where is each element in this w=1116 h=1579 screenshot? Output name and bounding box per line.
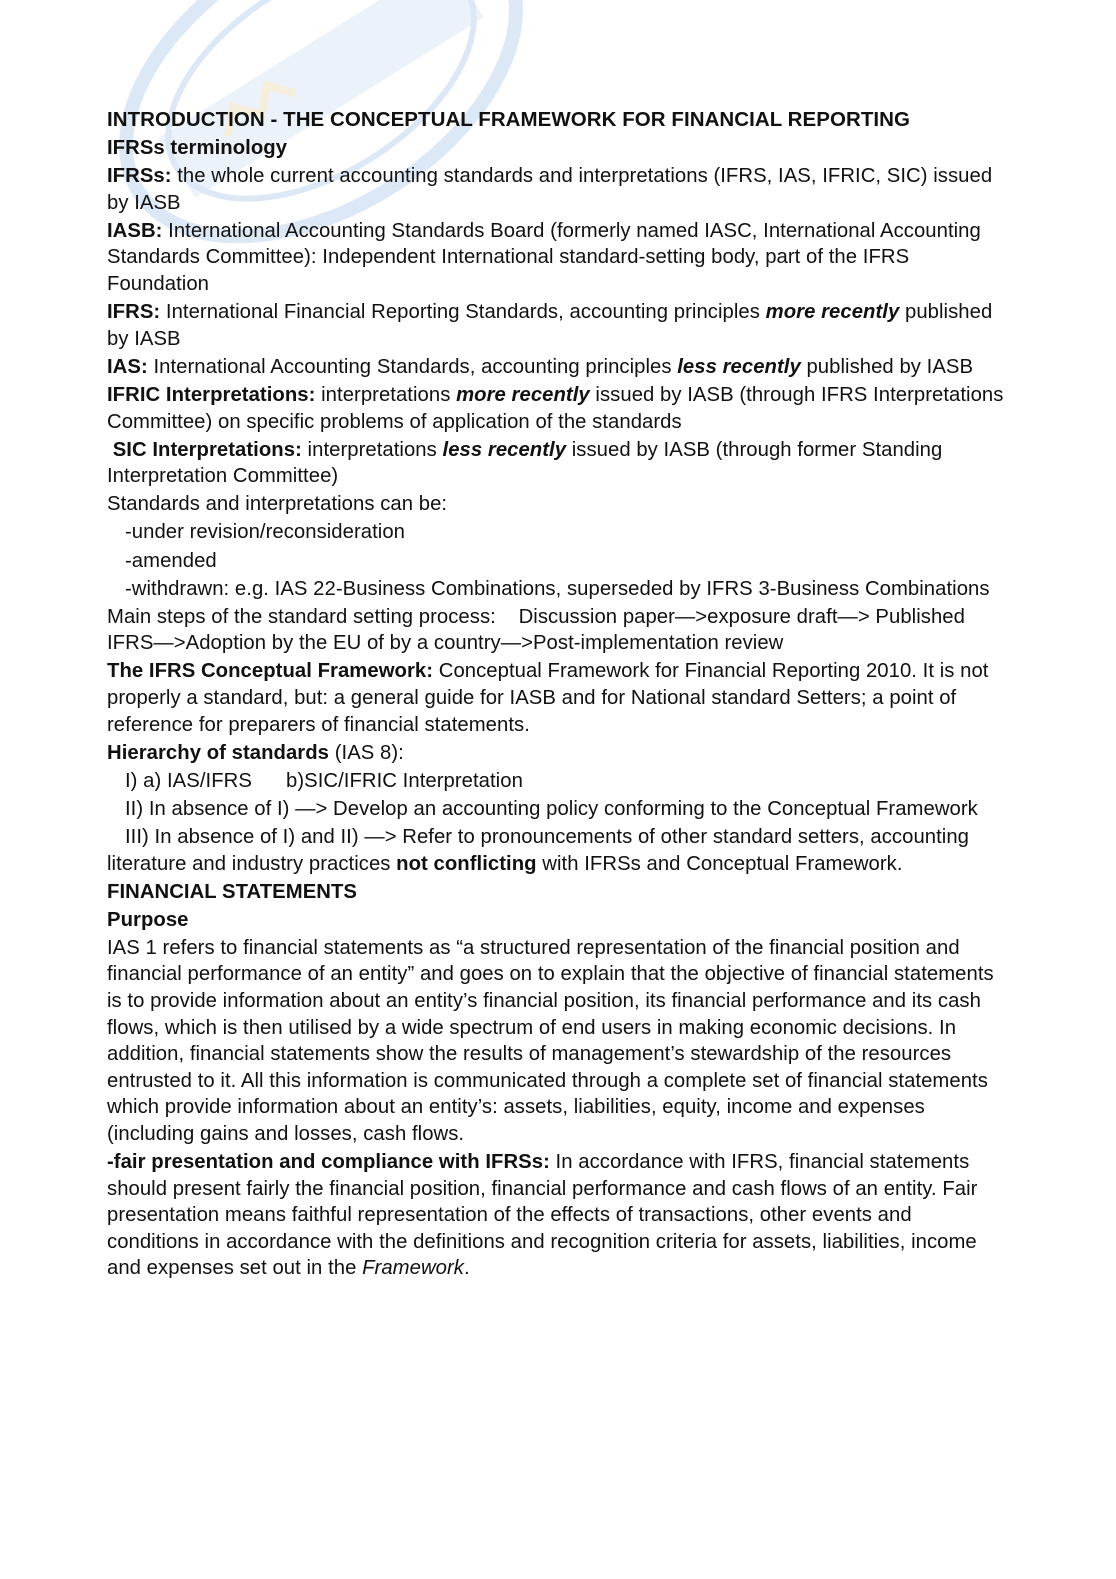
standards-status-item [107, 576, 1007, 603]
subsection-heading-purpose: Purpose [107, 908, 189, 931]
term-ias [107, 354, 1007, 381]
term-label: IAS: [107, 355, 148, 378]
term-definition: interpretations [315, 383, 457, 406]
hierarchy-level-text: with IFRSs and Conceptual Framework. [536, 852, 903, 875]
hierarchy-level-text: III) In absence of I) and II) —> Refer to pronouncements of other standard setters, accounting literature and industry practices [107, 825, 970, 875]
document-page [107, 107, 1007, 1284]
term-definition: the whole current accounting standards and interpretations (IFRS, IAS, IFRIC, SIC) issued by IASB [107, 165, 993, 214]
term-label: IFRS: [107, 301, 161, 324]
framework-emphasis: Framework [362, 1257, 464, 1280]
section-heading-financial-statements: FINANCIAL STATEMENTS [107, 880, 357, 903]
term-definition: International Accounting Standards, accounting principles [147, 355, 678, 378]
term-definition: issued by IASB (through former Standing Interpretation Committee) [107, 438, 943, 488]
term-ifric [107, 382, 1007, 435]
conceptual-framework-paragraph [107, 658, 1007, 738]
term-ifrs [107, 299, 1007, 352]
standards-withdrawn-text: -withdrawn: e.g. IAS 22-Business Combinations, superseded by IFRS 3-Business Combinations [125, 577, 990, 600]
hierarchy-level: I) a) IAS/IFRS b)SIC/IFRIC Interpretation [125, 769, 523, 792]
term-emphasis: more recently [456, 383, 590, 406]
term-label: -fair presentation and compliance with IFRSs: [107, 1151, 550, 1174]
term-definition: International Financial Reporting Standards, accounting principles [160, 301, 766, 324]
term-emphasis: less recently [442, 438, 567, 461]
hierarchy-level [107, 824, 1007, 877]
term-label: Hierarchy of standards [107, 741, 330, 764]
hierarchy-level [107, 796, 1007, 823]
hierarchy-heading [107, 740, 1007, 767]
term-definition: Conceptual Framework for Financial Reporting 2010. It is not properly a standard, but: a general guide for IASB and for National standard Setters; a point of reference for preparers of financial statements. [107, 660, 989, 736]
hierarchy-emphasis: not conflicting [396, 852, 537, 875]
standards-intro: Standards and interpretations can be: [107, 493, 448, 516]
hierarchy-suffix: (IAS 8): [329, 741, 404, 764]
section-heading-terminology: IFRSs terminology [107, 137, 288, 160]
standards-status-item: -amended [125, 549, 217, 572]
term-definition: published by IASB [107, 301, 993, 350]
term-iasb [107, 218, 1007, 298]
term-label: IFRSs: [107, 165, 172, 188]
term-label: SIC Interpretations: [112, 438, 302, 461]
term-emphasis: less recently [677, 355, 801, 378]
term-definition: In accordance with IFRS, financial statements should present fairly the financial position, financial performance and cash flows of an entity. Fair presentation means faithful representation of the effects of transactions, other events and conditions in accordance with the definitions and recognition criteria for assets, liabilities, income and expenses set out in the [107, 1151, 978, 1280]
term-label: IASB: [107, 219, 163, 242]
purpose-paragraph: IAS 1 refers to financial statements as “a structured representation of the financial position and financial performance of an entity” and goes on to explain that the objective of financial statements is to provide information about an entity’s financial position, its financial performance and its cash flows, which is then utilised by a wide spectrum of end users in making economic decisions. In addition, financial statements show the results of management’s stewardship of the resources entrusted to it. All this information is communicated through a complete set of financial statements which provide information about an entity’s: assets, liabilities, equity, income and expenses (including gains and losses, cash flows. [107, 936, 994, 1145]
term-ifrss [107, 163, 1007, 216]
term-emphasis: more recently [765, 301, 900, 324]
term-label: IFRIC Interpretations: [107, 383, 316, 406]
term-sic [107, 437, 1007, 490]
term-definition: interpretations [301, 438, 443, 461]
standard-setting-steps: Main steps of the standard setting process: Discussion paper—>exposure draft—> Published IFRS—>Adoption by the EU of by a country—>Post-implementation review [107, 605, 971, 655]
standards-status-item: -under revision/reconsideration [125, 521, 406, 544]
hierarchy-level-text: II) In absence of I) —> Develop an accounting policy conforming to the Conceptual Framework [125, 797, 978, 820]
fair-presentation-paragraph [107, 1149, 1007, 1282]
term-definition: published by IASB [800, 355, 974, 378]
term-definition: International Accounting Standards Board (formerly named IASC, International Accounting Standards Committee): Independent International standard-setting body, part of the IFRS Foundation [107, 219, 981, 296]
term-label: The IFRS Conceptual Framework: [107, 660, 434, 683]
term-definition: issued by IASB (through IFRS Interpretations Committee) on specific problems of application of the standards [107, 383, 1004, 433]
page-title: INTRODUCTION - THE CONCEPTUAL FRAMEWORK FOR FINANCIAL REPORTING [107, 108, 910, 131]
paragraph-end: . [463, 1257, 470, 1280]
